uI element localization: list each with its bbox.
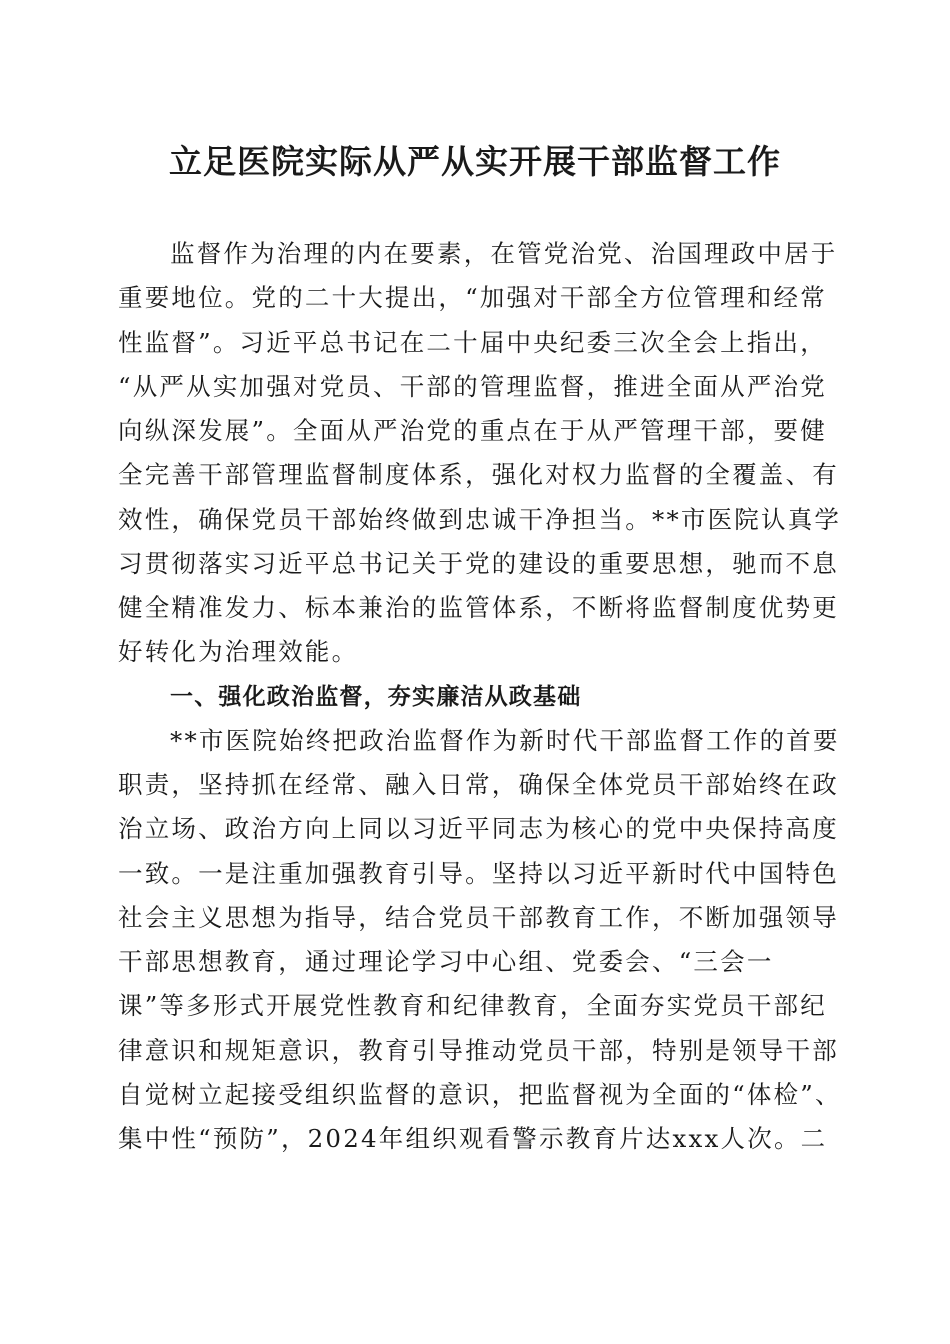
- paragraph-line: 课”等多形式开展党性教育和纪律教育，全面夯实党员干部纪: [118, 991, 827, 1021]
- paragraph-line: 重要地位。党的二十大提出，“加强对干部全方位管理和经常: [118, 283, 827, 313]
- paragraph-line: 集中性“预防”，2024年组织观看警示教育片达xxx人次。二: [118, 1124, 828, 1153]
- paragraph-line: 效性，确保党员干部始终做到忠诚干净担当。**市医院认真学: [118, 504, 842, 534]
- paragraph-line: 社会主义思想为指导，结合党员干部教育工作，不断加强领导: [118, 902, 839, 932]
- paragraph-line: 向纵深发展”。全面从严治党的重点在于从严管理干部，要健: [118, 416, 827, 445]
- paragraph-line: 自觉树立起接受组织监督的意识，把监督视为全面的“体检”、: [118, 1079, 842, 1109]
- document-body: [118, 232, 842, 1161]
- paragraph-line: 习贯彻落实习近平总书记关于党的建设的重要思想，驰而不息: [118, 548, 839, 578]
- paragraph-line: 干部思想教育，通过理论学习中心组、党委会、“三会一: [118, 947, 774, 976]
- paragraph-line: “从严从实加强对党员、干部的管理监督，推进全面从严治党: [118, 371, 827, 401]
- paragraph-line: 好转化为治理效能。: [118, 637, 359, 667]
- paragraph-line: 治立场、政治方向上同以习近平同志为核心的党中央保持高度: [118, 814, 839, 844]
- paragraph-line: 性监督”。习近平总书记在二十届中央纪委三次全会上指出，: [118, 327, 827, 357]
- paragraph-line: 监督作为治理的内在要素，在管党治党、治国理政中居于: [170, 239, 838, 268]
- paragraph-line: 职责，坚持抓在经常、融入日常，确保全体党员干部始终在政: [118, 770, 839, 799]
- section-heading: 一、强化政治监督，夯实廉洁从政基础: [170, 683, 582, 710]
- paragraph-line: 全完善干部管理监督制度体系，强化对权力监督的全覆盖、有: [118, 460, 839, 490]
- paragraph-line: **市医院始终把政治监督作为新时代干部监督工作的首要: [170, 725, 840, 755]
- paragraph-line: 一致。一是注重加强教育引导。坚持以习近平新时代中国特色: [118, 858, 839, 888]
- paragraph-line: 律意识和规矩意识，教育引导推动党员干部，特别是领导干部: [118, 1035, 839, 1065]
- paragraph-line: 健全精准发力、标本兼治的监管体系，不断将监督制度优势更: [118, 593, 839, 622]
- document-title: 立足医院实际从严从实开展干部监督工作: [169, 142, 781, 181]
